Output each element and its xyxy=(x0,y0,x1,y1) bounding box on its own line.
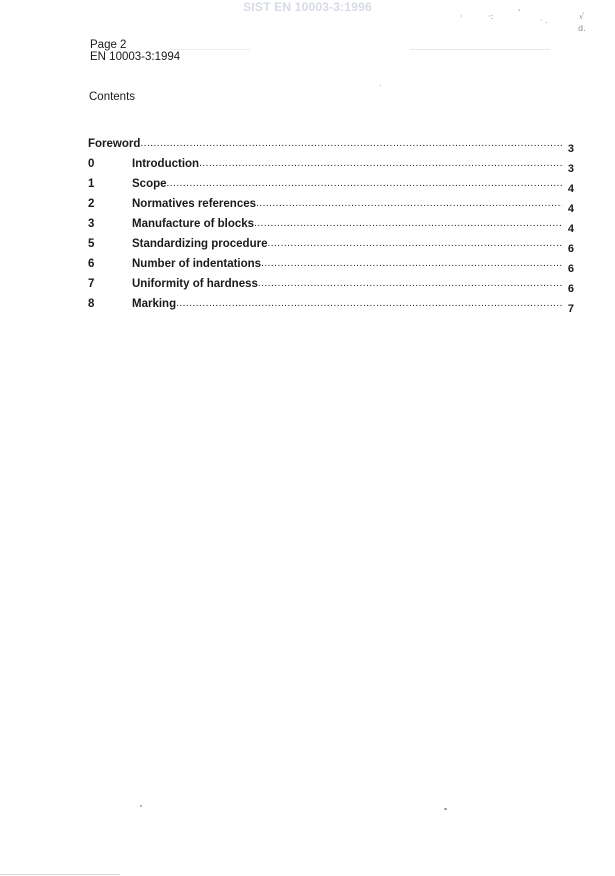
scan-artifact-mark: · . xyxy=(540,16,548,25)
toc-entry xyxy=(88,297,574,317)
toc-entry-page: 4 xyxy=(567,203,574,215)
toc-entry-number: 3 xyxy=(88,218,95,230)
scan-artifact-line xyxy=(410,49,550,50)
scan-artifact-mark: √ xyxy=(579,12,585,21)
toc-entry xyxy=(88,157,574,177)
toc-entry-title: Uniformity of hardness xyxy=(132,278,258,290)
toc-dot-leader xyxy=(167,178,562,189)
toc-entry-title-wrap xyxy=(132,237,562,250)
toc-entry-title-wrap xyxy=(132,277,562,290)
toc-entry-title: Number of indentations xyxy=(132,258,262,270)
toc-entry-title-wrap xyxy=(132,257,562,270)
toc-dot-leader xyxy=(258,278,562,289)
toc-entry-number: 5 xyxy=(88,238,95,250)
scan-artifact-speck xyxy=(380,85,381,86)
toc-entry xyxy=(88,137,574,157)
toc-dot-leader xyxy=(176,298,562,309)
table-of-contents xyxy=(88,137,574,317)
toc-entry-title: Normatives references xyxy=(132,198,257,210)
toc-entry-title: Marking xyxy=(132,298,177,310)
toc-entry xyxy=(88,237,574,257)
scan-artifact-mark: ' xyxy=(518,8,521,17)
document-id: EN 10003-3:1994 xyxy=(90,51,181,63)
toc-dot-leader xyxy=(267,238,562,249)
toc-dot-leader xyxy=(261,258,562,269)
toc-entry-title: Manufacture of blocks xyxy=(132,218,255,230)
toc-entry-title-wrap xyxy=(132,177,562,190)
contents-heading: Contents xyxy=(89,91,136,103)
toc-entry xyxy=(88,177,574,197)
toc-entry xyxy=(88,197,574,217)
toc-entry-title: Foreword xyxy=(88,138,141,150)
toc-entry-number: 0 xyxy=(88,158,95,170)
toc-entry-number: 2 xyxy=(88,198,95,210)
toc-entry-page: 4 xyxy=(567,183,574,195)
toc-dot-leader xyxy=(254,218,562,229)
toc-entry-page: 7 xyxy=(567,303,574,315)
scan-artifact-speck xyxy=(140,805,142,807)
toc-entry-title-wrap xyxy=(132,197,562,210)
toc-entry-number: 1 xyxy=(88,178,95,190)
toc-entry-title-wrap xyxy=(88,137,562,150)
toc-entry-title: Introduction xyxy=(132,158,200,170)
toc-entry-number: 8 xyxy=(88,298,95,310)
scan-artifact-mark: d. xyxy=(578,24,586,33)
toc-dot-leader xyxy=(256,198,562,209)
page-header xyxy=(90,39,180,63)
toc-entry xyxy=(88,217,574,237)
toc-entry-page: 3 xyxy=(567,143,574,155)
toc-entry-page: 6 xyxy=(567,243,574,255)
toc-entry-number: 6 xyxy=(88,258,95,270)
toc-entry-number: 7 xyxy=(88,278,95,290)
toc-entry-page: 4 xyxy=(567,223,574,235)
toc-entry-page: 6 xyxy=(567,283,574,295)
toc-entry xyxy=(88,277,574,297)
toc-entry xyxy=(88,257,574,277)
watermark-text: SIST EN 10003-3:1996 xyxy=(243,0,372,14)
toc-entry-title-wrap xyxy=(132,297,562,310)
scan-artifact-line xyxy=(0,874,120,875)
toc-entry-title: Standardizing procedure xyxy=(132,238,268,250)
toc-entry-page: 3 xyxy=(567,163,574,175)
page-number-label: Page 2 xyxy=(90,39,127,51)
toc-dot-leader xyxy=(140,138,562,149)
scan-artifact-mark: ·: xyxy=(488,12,494,21)
toc-entry-title-wrap xyxy=(132,157,562,170)
toc-entry-title-wrap xyxy=(132,217,562,230)
scan-artifact-line xyxy=(170,49,250,50)
toc-entry-page: 6 xyxy=(567,263,574,275)
toc-dot-leader xyxy=(199,158,562,169)
scan-artifact-speck xyxy=(444,808,447,810)
toc-entry-title: Scope xyxy=(132,178,167,190)
scan-artifact-mark: · xyxy=(460,12,463,21)
